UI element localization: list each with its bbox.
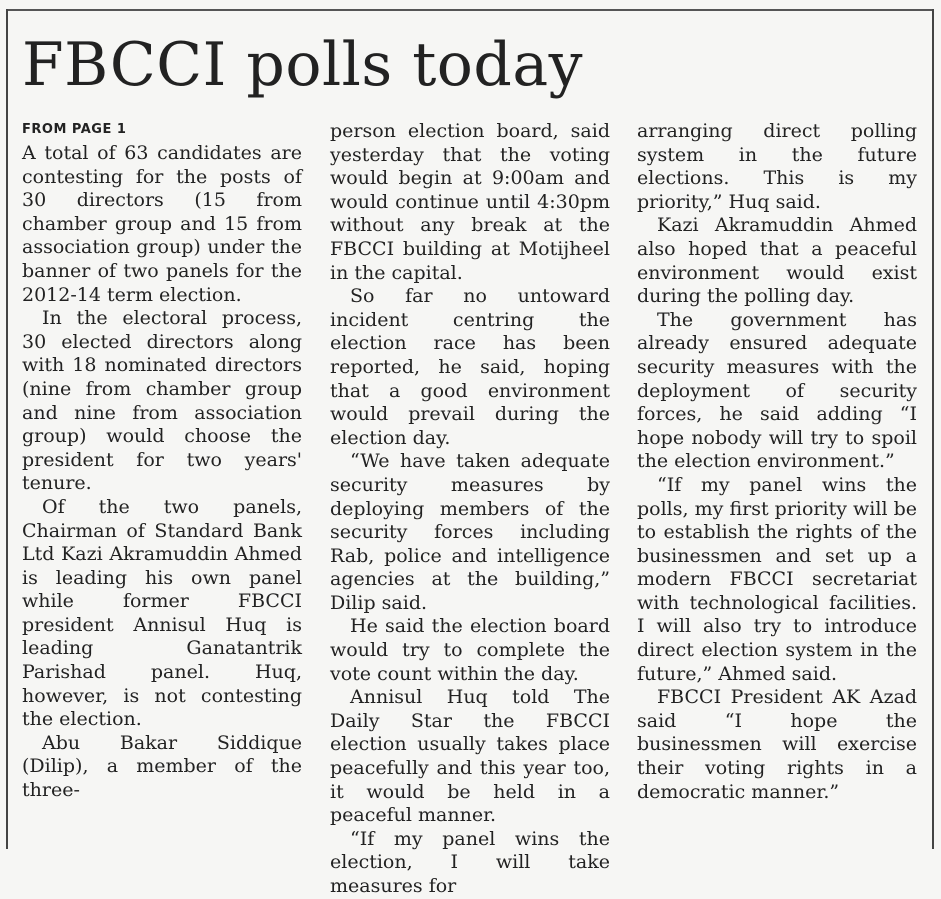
- paragraph: Annisul Huq told The Daily Star the FBCCI election usually takes place peacefully and this year too, it would be held in a peaceful manner.: [330, 686, 610, 827]
- paragraph: Kazi Akramuddin Ahmed also hoped that a peaceful environment would exist during the polling day.: [637, 214, 917, 308]
- paragraph: In the electoral process, 30 elected directors along with 18 nominated directors (nine from chamber group and nine from association group) would choose the president for two years' tenure.: [22, 307, 302, 495]
- headline: FBCCI polls today: [22, 30, 584, 100]
- article-column-3: [637, 120, 917, 804]
- article-column-1: [22, 142, 302, 803]
- paragraph: A total of 63 candidates are contesting for the posts of 30 directors (15 from chamber group and 15 from association group) under the banner of two panels for the 2012-14 term election.: [22, 142, 302, 306]
- paragraph: So far no untoward incident centring the election race has been reported, he said, hoping that a good environment would prevail during the election day.: [330, 285, 610, 449]
- paragraph: FBCCI President AK Azad said “I hope the businessmen will exercise their voting rights in a democratic manner.”: [637, 686, 917, 803]
- paragraph: “If my panel wins the election, I will take measures for: [330, 827, 610, 897]
- paragraph: “If my panel wins the polls, my first priority will be to establish the rights of the businessmen and set up a modern FBCCI secretariat with technological facilities. I will also try to introduce direct election system in the future,” Ahmed said.: [637, 473, 917, 685]
- paragraph: Of the two panels, Chairman of Standard Bank Ltd Kazi Akramuddin Ahmed is leading his own panel while former FBCCI president Annisul Huq is leading Ganatantrik Parishad panel. Huq, however, is not contesting the election.: [22, 495, 302, 731]
- paragraph: The government has already ensured adequate security measures with the deployment of security forces, he said adding “I hope nobody will try to spoil the election environment.”: [637, 308, 917, 473]
- right-border: [932, 9, 934, 849]
- paragraph: person election board, said yesterday that the voting would begin at 9:00am and would continue until 4:30pm without any break at the FBCCI building at Motijheel in the capital.: [330, 120, 610, 284]
- top-rule: [6, 9, 934, 11]
- paragraph: “We have taken adequate security measures by deploying members of the security forces including Rab, police and intelligence agencies at the building,” Dilip said.: [330, 450, 610, 614]
- paragraph: Abu Bakar Siddique (Dilip), a member of the three-: [22, 731, 302, 802]
- paragraph: arranging direct polling system in the future elections. This is my priority,” Huq said.: [637, 120, 917, 213]
- kicker-from-page: FROM PAGE 1: [22, 122, 127, 137]
- left-border: [6, 9, 8, 849]
- paragraph: He said the election board would try to complete the vote count within the day.: [330, 615, 610, 685]
- article-column-2: [330, 120, 610, 899]
